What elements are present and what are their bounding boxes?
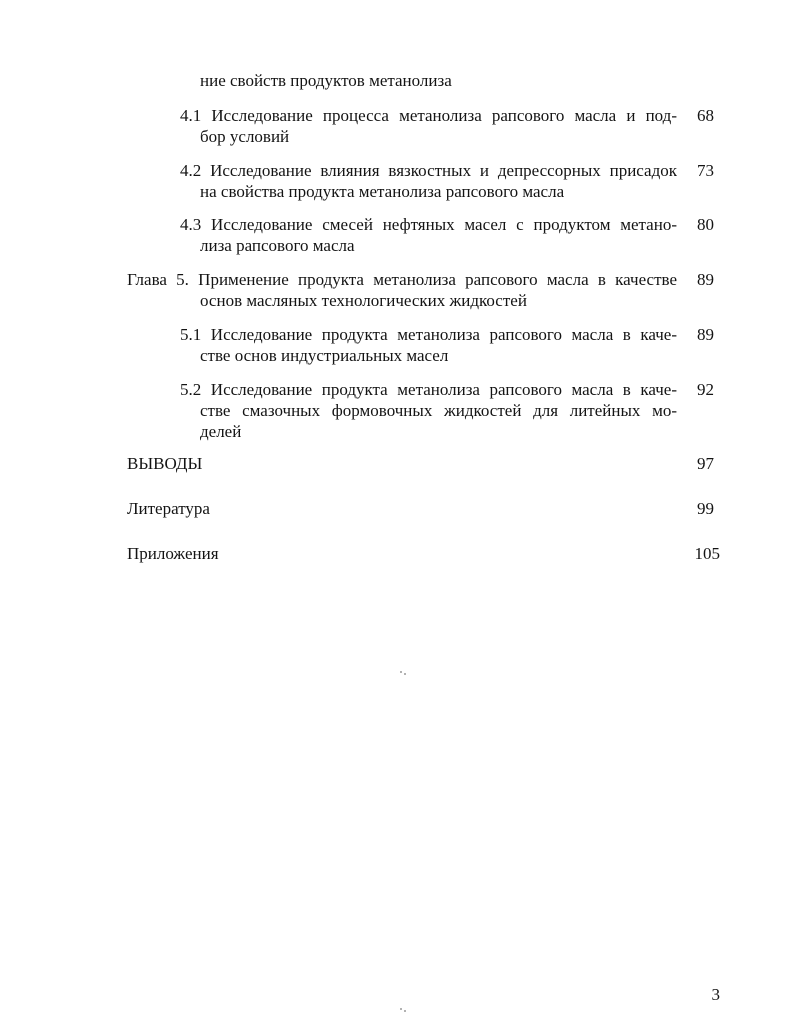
toc-entry-5-1-line1: 5.1 Исследование продукта метанолиза рапсового масла в каче-	[180, 325, 677, 344]
toc-conclusions-page: 97	[697, 454, 714, 473]
toc-entry-5-2-page: 92	[697, 380, 714, 399]
scan-speck	[400, 1008, 402, 1010]
scan-speck	[404, 673, 406, 675]
toc-entry-4-3-line1: 4.3 Исследование смесей нефтяных масел с продуктом метано-	[180, 215, 677, 234]
toc-entry-4-1-page: 68	[697, 106, 714, 125]
toc-appendices-label: Приложения	[127, 544, 219, 563]
scan-speck	[400, 671, 402, 673]
scan-speck	[404, 1010, 406, 1012]
toc-entry-5-1-line2: стве основ индустриальных масел	[200, 346, 449, 365]
toc-entry-4-2-line1: 4.2 Исследование влияния вязкостных и депрессорных присадок	[180, 161, 677, 180]
toc-entry-4-2-page: 73	[697, 161, 714, 180]
toc-chapter-5-line2: основ масляных технологических жидкостей	[200, 291, 527, 310]
toc-entry-5-2-line1: 5.2 Исследование продукта метанолиза рапсового масла в каче-	[180, 380, 677, 399]
toc-entry-4-1-line1: 4.1 Исследование процесса метанолиза рапсового масла и под-	[180, 106, 677, 125]
toc-appendices-page: 105	[694, 544, 720, 563]
page-number: 3	[711, 985, 720, 1004]
toc-entry-5-2-line2: стве смазочных формовочных жидкостей для литейных мо-	[200, 401, 677, 420]
toc-chapter-5-line1: Глава 5. Применение продукта метанолиза рапсового масла в качестве	[127, 270, 677, 289]
toc-literature-page: 99	[697, 499, 714, 518]
toc-literature-label: Литература	[127, 499, 210, 518]
toc-conclusions-label: ВЫВОДЫ	[127, 454, 203, 473]
toc-chapter-5-page: 89	[697, 270, 714, 289]
toc-continuation-text: ние свойств продуктов метанолиза	[200, 71, 452, 90]
toc-entry-4-1-line2: бор условий	[200, 127, 290, 146]
toc-entry-4-2-line2: на свойства продукта метанолиза рапсового масла	[200, 182, 565, 201]
toc-entry-5-1-page: 89	[697, 325, 714, 344]
toc-entry-4-3-page: 80	[697, 215, 714, 234]
toc-entry-5-2-line3: делей	[200, 422, 242, 441]
toc-entry-4-3-line2: лиза рапсового масла	[200, 236, 355, 255]
